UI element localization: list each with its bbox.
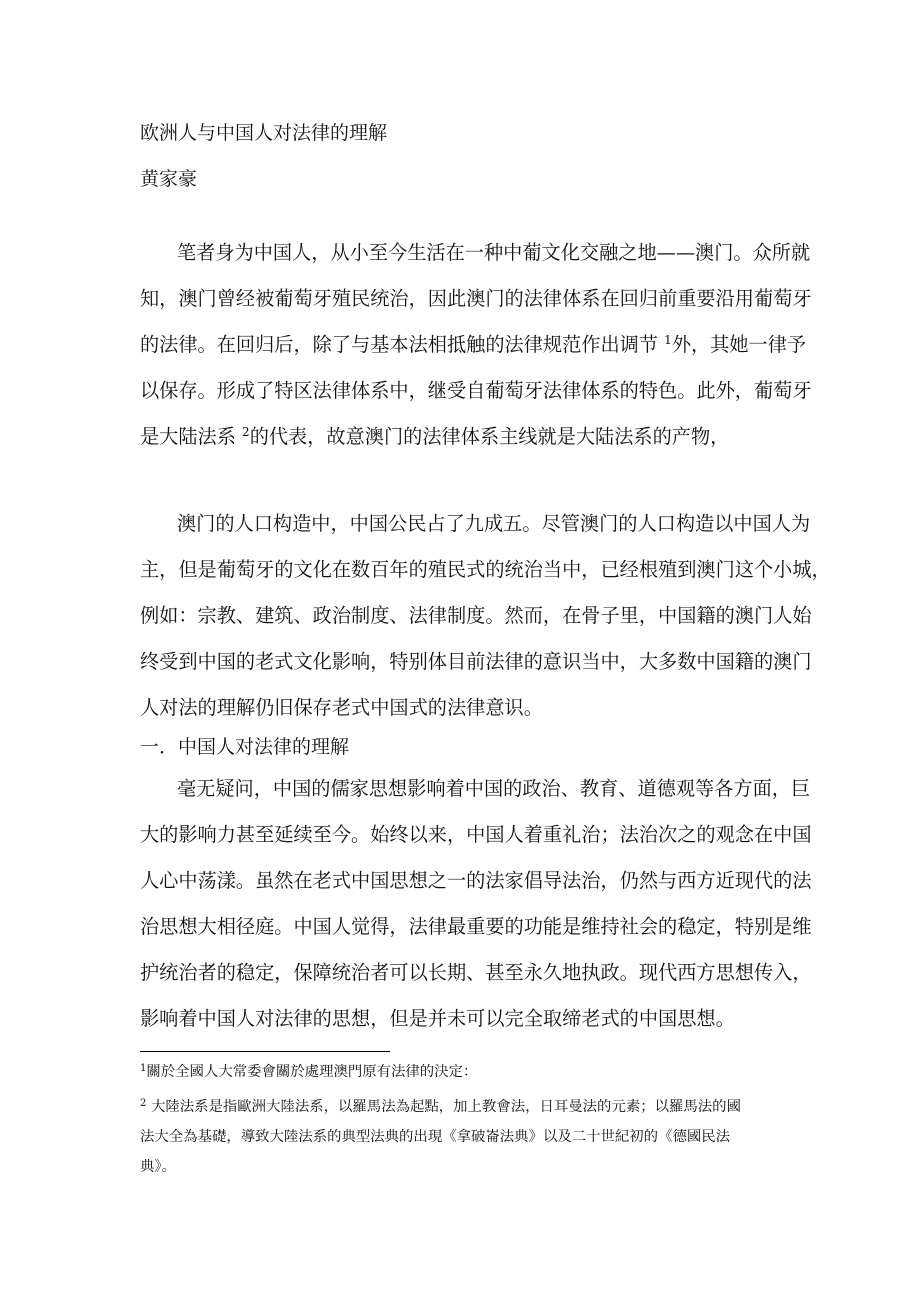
footnote-line [140,1057,800,1087]
paragraph-line: 笔者身为中国人，从小至今生活在一种中葡文化交融之地——澳门。众所就 [177,241,811,264]
footnote-line [140,1092,800,1122]
paragraph-line-text: 的代表，故意澳门的法律体系主线就是大陆法系的产物， [249,425,730,448]
footnote-mark-1: 1 [140,1063,147,1074]
paragraph-line [140,322,807,368]
paragraph-2 [140,501,831,731]
paragraph-line: 以保存。形成了特区法律体系中，继受自葡萄牙法律体系的特色。此外，葡萄牙 [140,379,812,402]
footnote-line: 法大全為基礎，導致大陸法系的典型法典的出現《拿破崙法典》以及二十世紀初的《德國民法 [140,1129,731,1145]
section-heading: 一．中国人对法律的理解 [140,736,350,758]
footnote-ref-1[interactable]: 1 [664,333,672,347]
footnote-2 [140,1092,800,1182]
paragraph-3 [140,766,812,1042]
document-author: 黄家豪 [140,168,198,190]
paragraph-line-text: 外，其她一律予 [671,333,807,356]
paragraph-line-text: 是大陆法系 [140,425,236,448]
footnote-1 [140,1057,800,1087]
paragraph-line: 终受到中国的老式文化影响，特别体目前法律的意识当中，大多数中国籍的澳门 [140,650,812,673]
footnote-line: 典》。 [140,1159,176,1175]
paragraph-line: 例如：宗教、建筑、政治制度、法律制度。然而，在骨子里，中国籍的澳门人始 [140,604,812,627]
footnote-ref-2[interactable]: 2 [242,425,250,439]
footnote-text: 大陸法系是指歐洲大陸法系，以羅馬法為起點，加上教會法，日耳曼法的元素；以羅馬法的國 [146,1099,741,1115]
paragraph-line: 大的影响力甚至延续至今。始终以来，中国人着重礼治；法治次之的观念在中国 [140,823,812,846]
paragraph-line: 主，但是葡萄牙的文化在数百年的殖民式的统治当中，已经根殖到澳门这个小城， [140,558,831,581]
paragraph-line: 护统治者的稳定，保障统治者可以长期、甚至永久地执政。现代西方思想传入， [140,961,812,984]
paragraph-line: 人对法的理解仍旧保存老式中国式的法律意识。 [140,696,543,719]
paragraph-line: 影响着中国人对法律的思想，但是并未可以完全取缔老式的中国思想。 [140,1007,735,1030]
footnote-separator [140,1051,390,1052]
document-title: 欧洲人与中国人对法律的理解 [140,122,388,144]
footnote-mark-2: 2 [140,1098,147,1109]
paragraph-line: 知，澳门曾经被葡萄牙殖民统治，因此澳门的法律体系在回归前重要沿用葡萄牙 [140,287,812,310]
footnote-text: 關於全國人大常委會關於處理澳門原有法律的決定： [146,1064,478,1080]
paragraph-1 [140,230,812,460]
paragraph-line-text: 的法律。在回归后，除了与基本法相抵触的法律规范作出调节 [140,333,659,356]
paragraph-line [140,414,800,460]
paragraph-line: 治思想大相径庭。中国人觉得，法律最重要的功能是维持社会的稳定，特别是维 [140,915,812,938]
paragraph-line: 人心中荡漾。虽然在老式中国思想之一的法家倡导法治，仍然与西方近现代的法 [140,869,812,892]
paragraph-line: 澳门的人口构造中，中国公民占了九成五。尽管澳门的人口构造以中国人为 [177,512,811,535]
paragraph-line: 毫无疑问，中国的儒家思想影响着中国的政治、教育、道德观等各方面，巨 [177,777,811,800]
